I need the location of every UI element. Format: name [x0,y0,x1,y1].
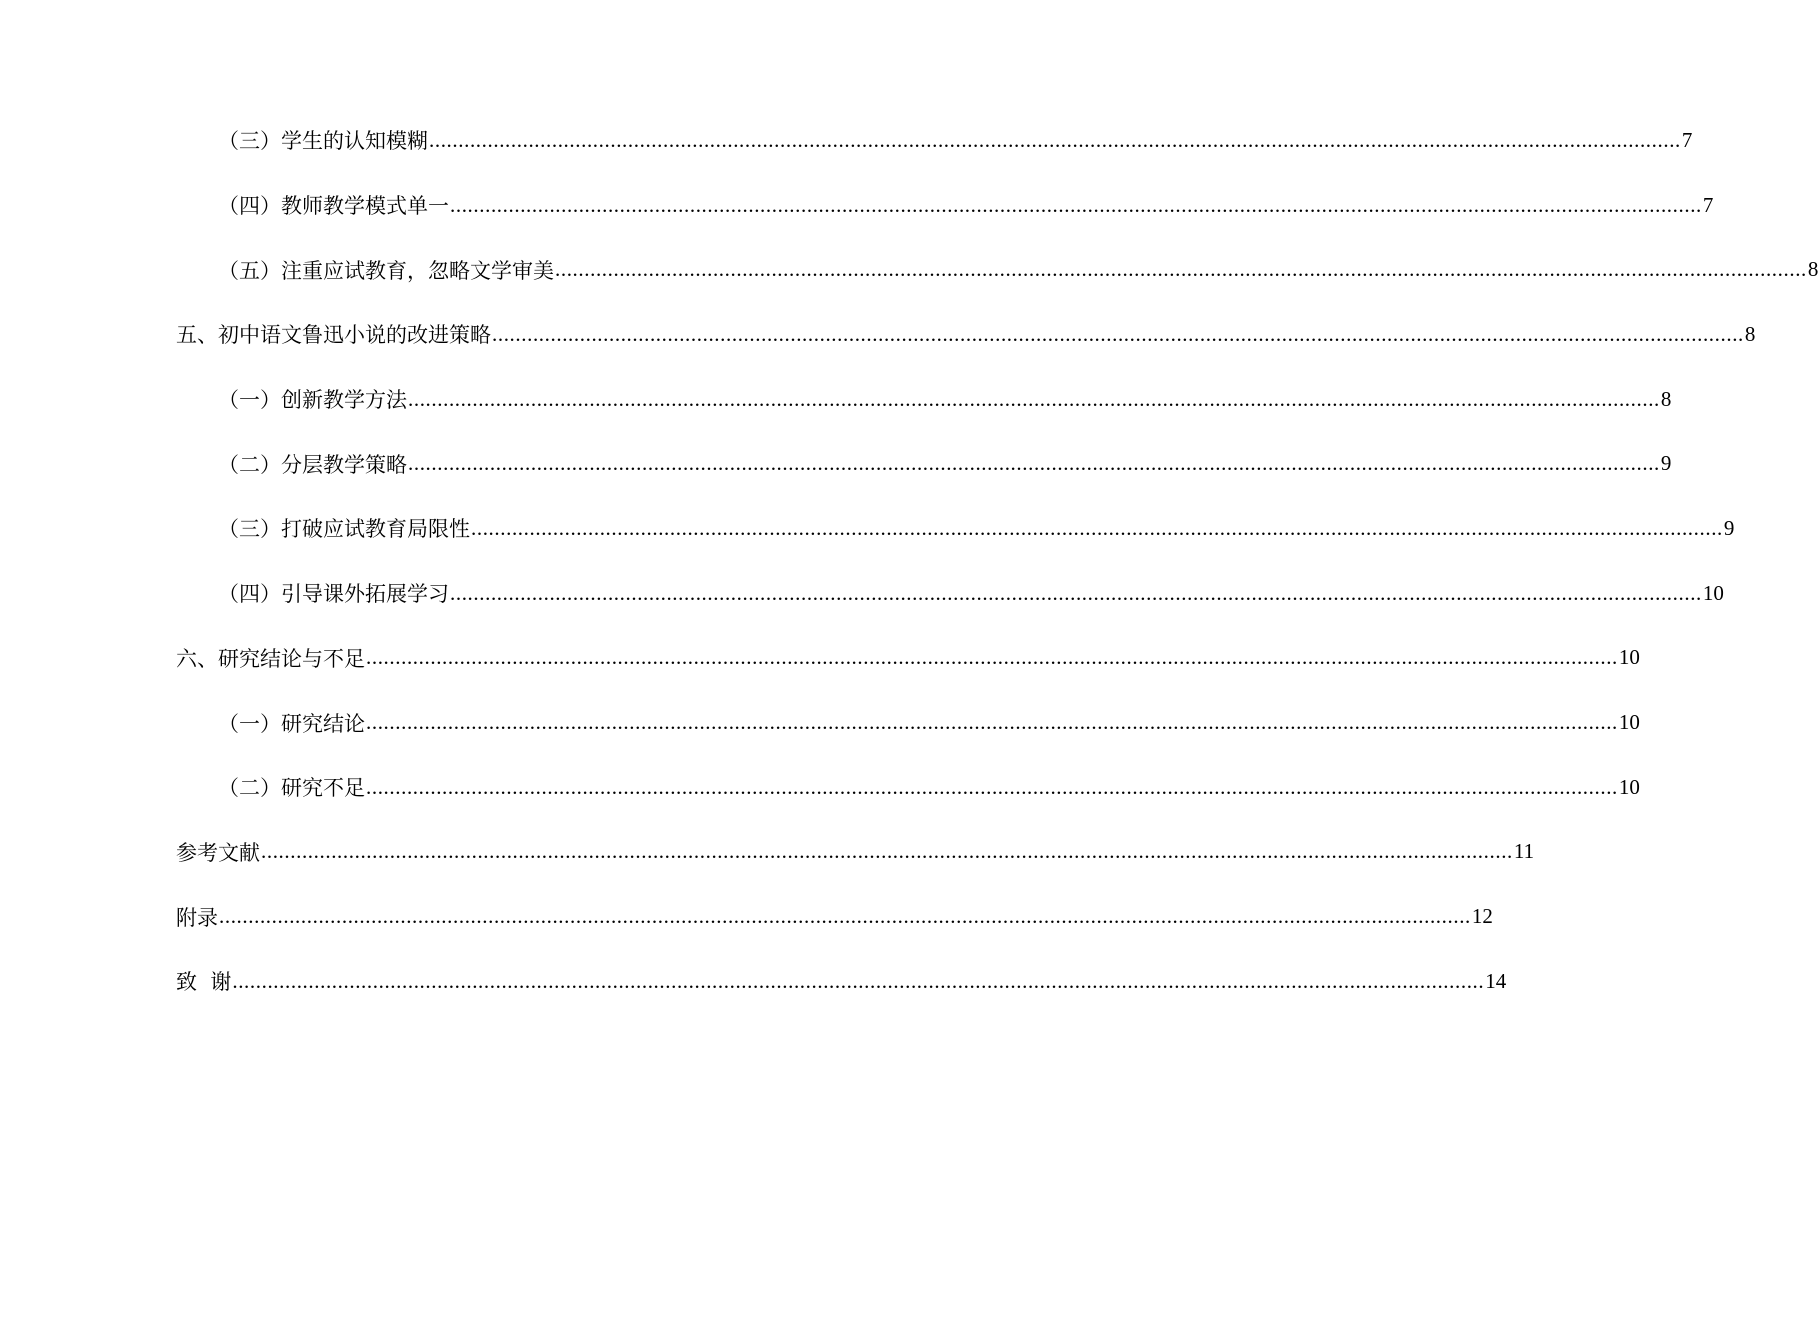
toc-dot-leader: ...................................................................................................................................................................................................................... [429,127,1681,152]
toc-entry-title: （四）引导课外拓展学习 [218,582,449,607]
toc-dot-leader: ...................................................................................................................................................................................................................... [366,774,1618,799]
toc-entry[interactable] [0,561,1724,626]
toc-entry[interactable] [0,626,1640,691]
toc-dot-leader: ...................................................................................................................................................................................................................... [232,968,1485,993]
toc-dot-leader: ...................................................................................................................................................................................................................... [366,710,1618,735]
toc-entry[interactable] [0,367,1672,432]
toc-dot-leader: ...................................................................................................................................................................................................................... [450,192,1702,217]
table-of-contents [0,108,1818,1014]
toc-page-number: 8 [1660,386,1672,411]
toc-entry[interactable] [0,820,1535,885]
toc-dot-leader: ...................................................................................................................................................................................................................... [408,451,1660,476]
toc-page-number: 12 [1471,904,1493,929]
toc-entry[interactable] [0,884,1493,949]
toc-page-number: 10 [1618,774,1640,799]
toc-entry[interactable] [0,108,1693,173]
toc-entry-title: （二）分层教学策略 [218,452,407,477]
toc-dot-leader: ...................................................................................................................................................................................................................... [471,515,1723,540]
toc-page-number: 10 [1702,580,1724,605]
toc-entry-title: 致 谢 [176,970,232,995]
toc-dot-leader: ...................................................................................................................................................................................................................... [555,257,1807,282]
toc-entry-title: （三）打破应试教育局限性 [218,517,470,542]
toc-entry[interactable] [0,431,1672,496]
toc-entry-title: 参考文献 [176,840,260,865]
toc-page-number: 8 [1807,257,1818,282]
toc-page-number: 7 [1681,127,1693,152]
toc-entry-title: 附录 [176,905,218,930]
toc-page-number: 7 [1702,192,1714,217]
toc-entry-title: 五、初中语文鲁迅小说的改进策略 [176,323,491,348]
toc-dot-leader: ...................................................................................................................................................................................................................... [219,904,1471,929]
toc-entry[interactable] [0,173,1714,238]
toc-dot-leader: ...................................................................................................................................................................................................................... [366,645,1618,670]
toc-entry[interactable] [0,237,1818,302]
toc-entry[interactable] [0,302,1756,367]
toc-dot-leader: ...................................................................................................................................................................................................................... [261,839,1513,864]
toc-entry-title: （二）研究不足 [218,776,365,801]
toc-page-number: 8 [1744,321,1756,346]
toc-page-number: 10 [1618,645,1640,670]
toc-page-number: 11 [1513,839,1535,864]
toc-page-number: 14 [1485,968,1507,993]
toc-entry-title: （一）创新教学方法 [218,388,407,413]
toc-entry-title: 六、研究结论与不足 [176,646,365,671]
toc-entry[interactable] [0,690,1640,755]
toc-entry[interactable] [0,755,1640,820]
toc-dot-leader: ...................................................................................................................................................................................................................... [492,321,1744,346]
toc-entry[interactable] [0,949,1507,1014]
toc-entry-title: （三）学生的认知模糊 [218,129,428,154]
toc-entry[interactable] [0,496,1735,561]
toc-dot-leader: ...................................................................................................................................................................................................................... [450,580,1702,605]
toc-entry-title: （五）注重应试教育，忽略文学审美 [218,258,554,283]
toc-entry-title: （一）研究结论 [218,711,365,736]
toc-page-number: 9 [1723,515,1735,540]
toc-page-number: 10 [1618,710,1640,735]
toc-dot-leader: ...................................................................................................................................................................................................................... [408,386,1660,411]
toc-entry-title: （四）教师教学模式单一 [218,194,449,219]
toc-page-number: 9 [1660,451,1672,476]
